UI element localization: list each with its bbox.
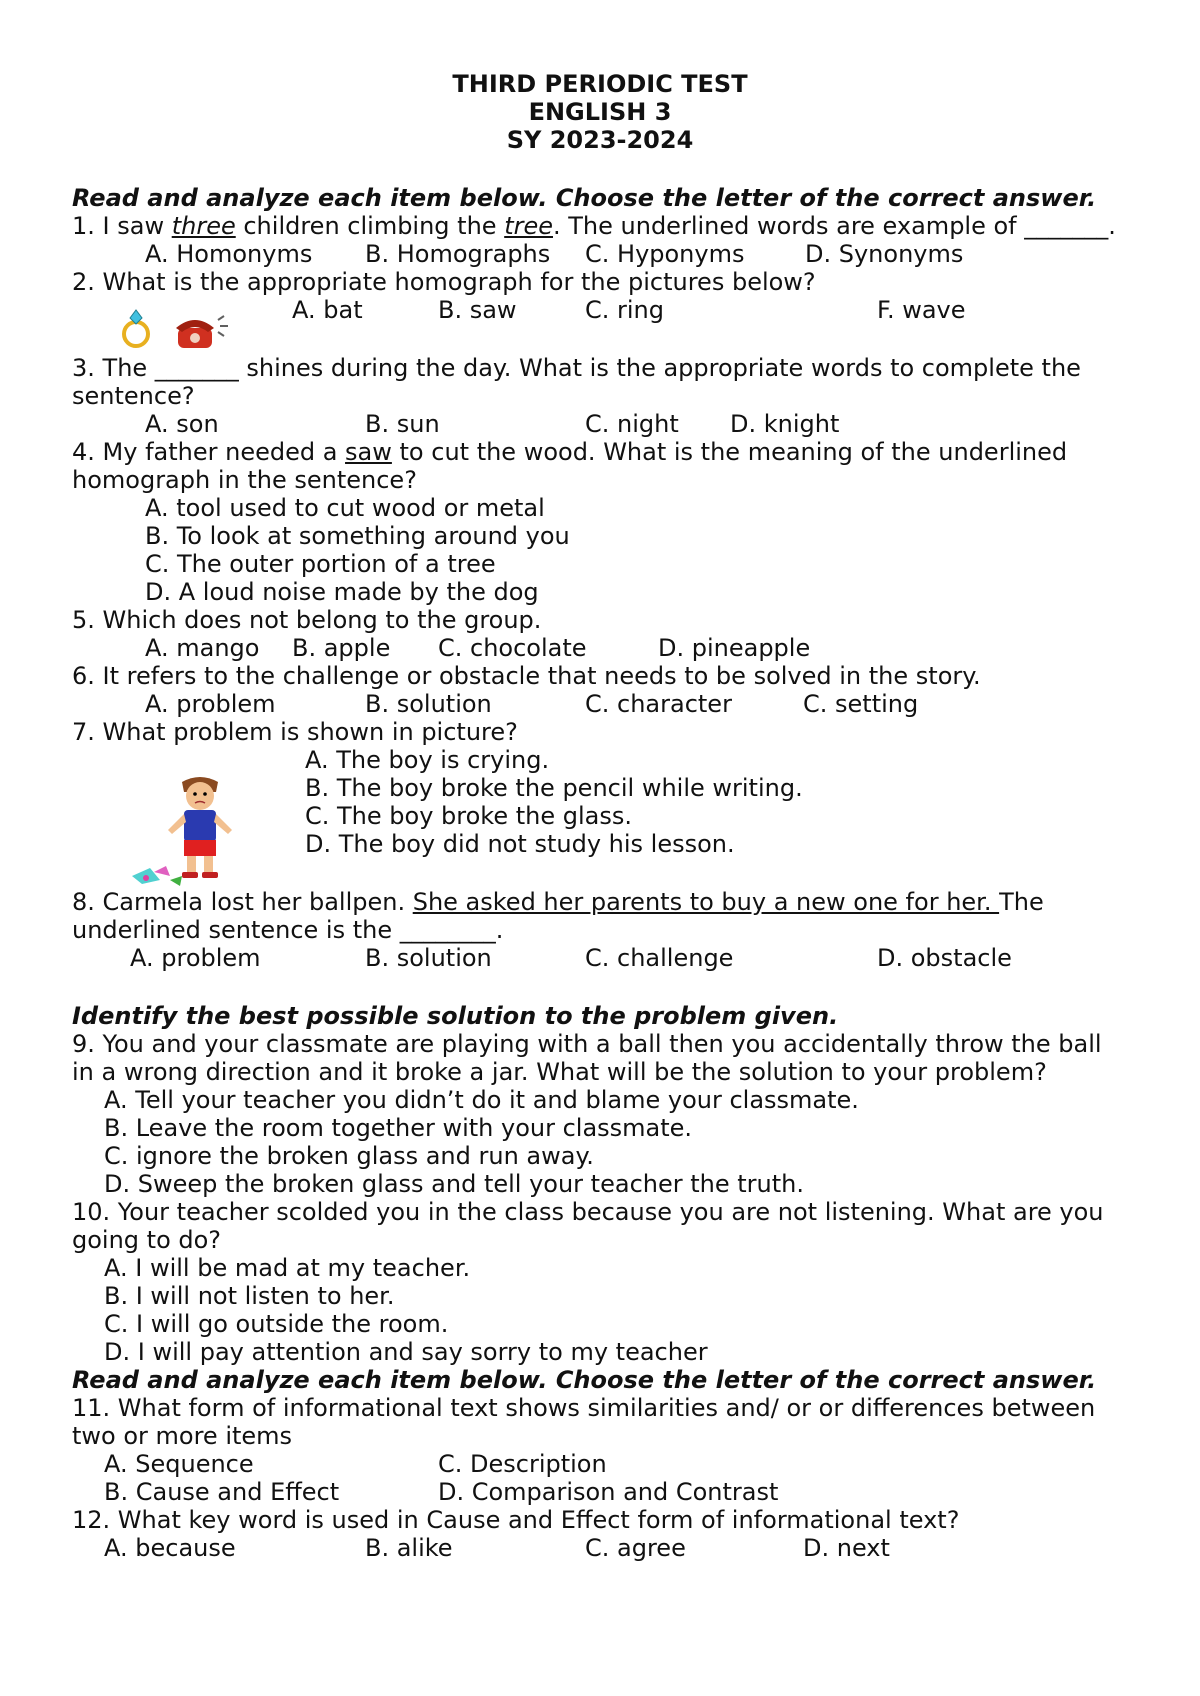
q7-option-a: A. The boy is crying. — [305, 746, 550, 774]
question-8 — [72, 888, 1044, 916]
q3-option-d: D. knight — [730, 410, 840, 438]
boy-icon — [168, 777, 232, 878]
question-7: 7. What problem is shown in picture? — [72, 718, 518, 746]
question-5: 5. Which does not belong to the group. — [72, 606, 542, 634]
q6-option-b: B. solution — [365, 690, 492, 718]
q1-text-c: children climbing the — [235, 212, 505, 240]
q8-option-b: B. solution — [365, 944, 492, 972]
q10-option-d: D. I will pay attention and say sorry to my teacher — [104, 1338, 708, 1366]
question-1 — [72, 212, 1116, 240]
q5-option-d: D. pineapple — [658, 634, 811, 662]
part3-instruction: Read and analyze each item below. Choose the letter of the correct answer. — [72, 1366, 1097, 1394]
q7-option-d: D. The boy did not study his lesson. — [305, 830, 735, 858]
q6-option-c2: C. setting — [803, 690, 919, 718]
q2-option-f: F. wave — [877, 296, 966, 324]
school-year: SY 2023-2024 — [506, 126, 694, 154]
q11-option-c: C. Description — [438, 1450, 607, 1478]
q5-option-b: B. apple — [292, 634, 391, 662]
question-4-cont: homograph in the sentence? — [72, 466, 417, 494]
broken-glass-icon — [132, 866, 182, 886]
phone-icon — [176, 316, 228, 348]
question-8-cont: underlined sentence is the ________. — [72, 916, 504, 944]
q12-option-a: A. because — [104, 1534, 236, 1562]
q4-text-a: 4. My father needed a — [72, 438, 346, 466]
part2-instruction: Identify the best possible solution to the problem given. — [72, 1002, 839, 1030]
question-3-cont: sentence? — [72, 382, 195, 410]
q4-text-c: to cut the wood. What is the meaning of the underlined — [391, 438, 1068, 466]
q3-option-a: A. son — [145, 410, 219, 438]
q1-underlined-three: three — [171, 212, 236, 240]
q4-option-d: D. A loud noise made by the dog — [145, 578, 539, 606]
q8-option-d: D. obstacle — [877, 944, 1012, 972]
question-9-cont: in a wrong direction and it broke a jar. What will be the solution to your problem? — [72, 1058, 1047, 1086]
question-12: 12. What key word is used in Cause and Effect form of informational text? — [72, 1506, 960, 1534]
question-6: 6. It refers to the challenge or obstacle that needs to be solved in the story. — [72, 662, 981, 690]
q1-option-d: D. Synonyms — [805, 240, 964, 268]
question-3: 3. The _______ shines during the day. What is the appropriate words to complete the — [72, 354, 1081, 382]
part1-instruction: Read and analyze each item below. Choose the letter of the correct answer. — [72, 184, 1097, 212]
q4-option-c: C. The outer portion of a tree — [145, 550, 496, 578]
q6-option-a: A. problem — [145, 690, 276, 718]
q12-option-b: B. alike — [365, 1534, 453, 1562]
q11-option-d: D. Comparison and Contrast — [438, 1478, 779, 1506]
q5-option-a: A. mango — [145, 634, 260, 662]
question-10-cont: going to do? — [72, 1226, 222, 1254]
q11-option-a: A. Sequence — [104, 1450, 254, 1478]
q9-option-a: A. Tell your teacher you didn’t do it and blame your classmate. — [104, 1086, 859, 1114]
q1-underlined-tree: tree — [504, 212, 553, 240]
q3-option-c: C. night — [585, 410, 679, 438]
test-title: THIRD PERIODIC TEST — [452, 70, 748, 98]
question-10: 10. Your teacher scolded you in the class because you are not listening. What are you — [72, 1198, 1104, 1226]
q7-option-c: C. The boy broke the glass. — [305, 802, 632, 830]
q1-option-a: A. Homonyms — [145, 240, 313, 268]
question-11: 11. What form of informational text shows similarities and/ or or differences between — [72, 1394, 1096, 1422]
q8-option-a: A. problem — [130, 944, 261, 972]
q1-option-b: B. Homographs — [365, 240, 551, 268]
q8-text-a: 8. Carmela lost her ballpen. — [72, 888, 413, 916]
q12-option-d: D. next — [803, 1534, 890, 1562]
q4-underlined-saw: saw — [345, 438, 392, 466]
q1-text-a: 1. I saw — [72, 212, 172, 240]
q11-option-b: B. Cause and Effect — [104, 1478, 340, 1506]
question-2: 2. What is the appropriate homograph for the pictures below? — [72, 268, 816, 296]
q10-option-a: A. I will be mad at my teacher. — [104, 1254, 471, 1282]
q10-option-c: C. I will go outside the room. — [104, 1310, 449, 1338]
q8-text-c: The — [999, 888, 1044, 916]
q4-option-a: A. tool used to cut wood or metal — [145, 494, 545, 522]
homograph-pictures — [98, 306, 253, 356]
ring-icon — [124, 310, 148, 346]
question-11-cont: two or more items — [72, 1422, 293, 1450]
q1-text-e: . The underlined words are example of _______. — [553, 212, 1116, 240]
q1-option-c: C. Hyponyms — [585, 240, 745, 268]
q2-option-a: A. bat — [292, 296, 363, 324]
q5-option-c: C. chocolate — [438, 634, 587, 662]
subject-title: ENGLISH 3 — [528, 98, 672, 126]
q10-option-b: B. I will not listen to her. — [104, 1282, 395, 1310]
q8-option-c: C. challenge — [585, 944, 734, 972]
question-4 — [72, 438, 1067, 466]
q9-option-b: B. Leave the room together with your classmate. — [104, 1114, 693, 1142]
q4-option-b: B. To look at something around you — [145, 522, 570, 550]
q9-option-c: C. ignore the broken glass and run away. — [104, 1142, 594, 1170]
q2-option-b: B. saw — [438, 296, 517, 324]
q3-option-b: B. sun — [365, 410, 440, 438]
q2-option-c: C. ring — [585, 296, 664, 324]
question-9: 9. You and your classmate are playing with a ball then you accidentally throw the ball — [72, 1030, 1102, 1058]
q8-underlined-sentence: She asked her parents to buy a new one for her. — [412, 888, 1000, 916]
q12-option-c: C. agree — [585, 1534, 686, 1562]
q6-option-c: C. character — [585, 690, 732, 718]
q7-option-b: B. The boy broke the pencil while writing. — [305, 774, 803, 802]
boy-broke-glass-picture — [130, 772, 270, 890]
q9-option-d: D. Sweep the broken glass and tell your teacher the truth. — [104, 1170, 804, 1198]
